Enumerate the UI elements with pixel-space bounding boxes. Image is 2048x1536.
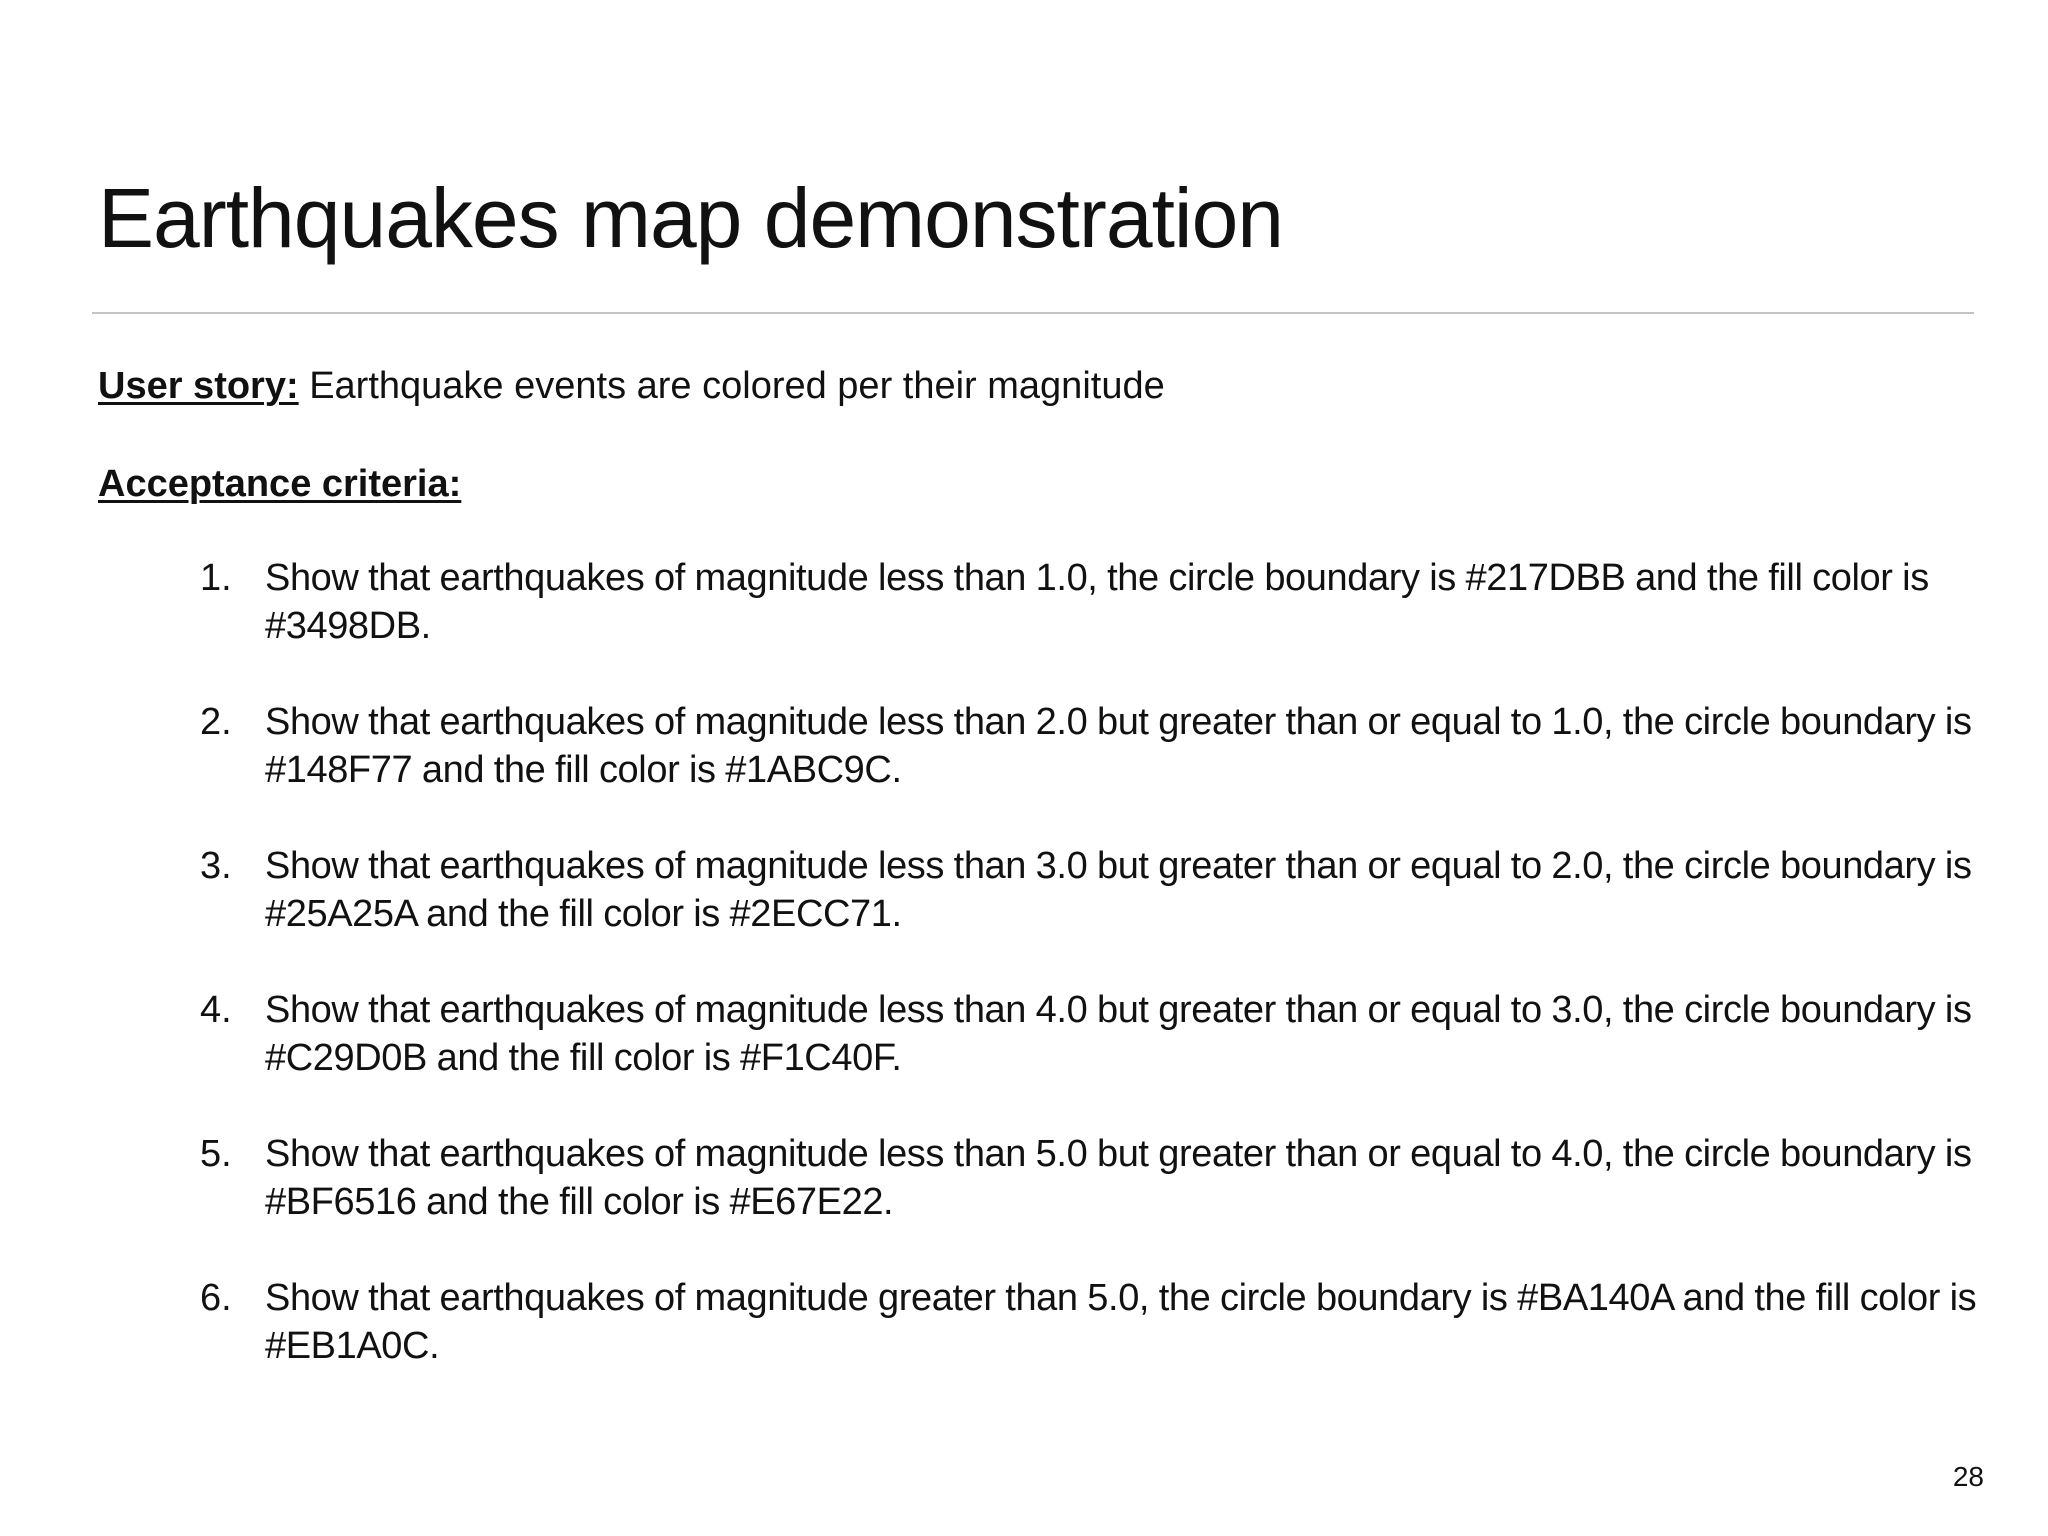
- criteria-item-text: Show that earthquakes of magnitude greater than 5.0, the circle boundary is #BA140A and the fill color is #EB1A0C.: [265, 1277, 1977, 1367]
- criteria-item-1: [0, 554, 2048, 650]
- acceptance-criteria-heading: [98, 458, 461, 510]
- criteria-item-text: Show that earthquakes of magnitude less than 2.0 but greater than or equal to 1.0, the circle boundary is #148F77 and the fill color is #1ABC9C.: [265, 701, 1972, 791]
- criteria-item-number: 5.: [200, 1133, 232, 1175]
- criteria-item-number: 1.: [200, 557, 232, 599]
- acceptance-criteria-label: Acceptance criteria:: [98, 463, 462, 505]
- criteria-item-text: Show that earthquakes of magnitude less than 3.0 but greater than or equal to 2.0, the circle boundary is #25A25A and the fill color is #2ECC71.: [265, 845, 1972, 935]
- user-story-text: Earthquake events are colored per their magnitude: [298, 365, 1165, 407]
- criteria-item-6: [0, 1274, 2048, 1370]
- title-divider: [92, 312, 1974, 314]
- user-story-label: User story:: [98, 365, 299, 407]
- criteria-item-5: [0, 1130, 2048, 1226]
- user-story: [98, 360, 1165, 412]
- criteria-item-3: [0, 842, 2048, 938]
- acceptance-criteria-list: [0, 554, 2048, 1418]
- criteria-item-number: 3.: [200, 845, 232, 887]
- criteria-item-number: 6.: [200, 1277, 232, 1319]
- criteria-item-text: Show that earthquakes of magnitude less than 4.0 but greater than or equal to 3.0, the circle boundary is #C29D0B and the fill color is #F1C40F.: [265, 989, 1972, 1079]
- criteria-item-4: [0, 986, 2048, 1082]
- page-number: 28: [1952, 1461, 1984, 1492]
- criteria-item-number: 2.: [200, 701, 232, 743]
- slide-title: Earthquakes map demonstration: [98, 171, 1284, 265]
- criteria-item-text: Show that earthquakes of magnitude less than 5.0 but greater than or equal to 4.0, the circle boundary is #BF6516 and the fill color is #E67E22.: [265, 1133, 1972, 1223]
- criteria-item-text: Show that earthquakes of magnitude less than 1.0, the circle boundary is #217DBB and the fill color is #3498DB.: [265, 557, 1929, 647]
- criteria-item-2: [0, 698, 2048, 794]
- criteria-item-number: 4.: [200, 989, 232, 1031]
